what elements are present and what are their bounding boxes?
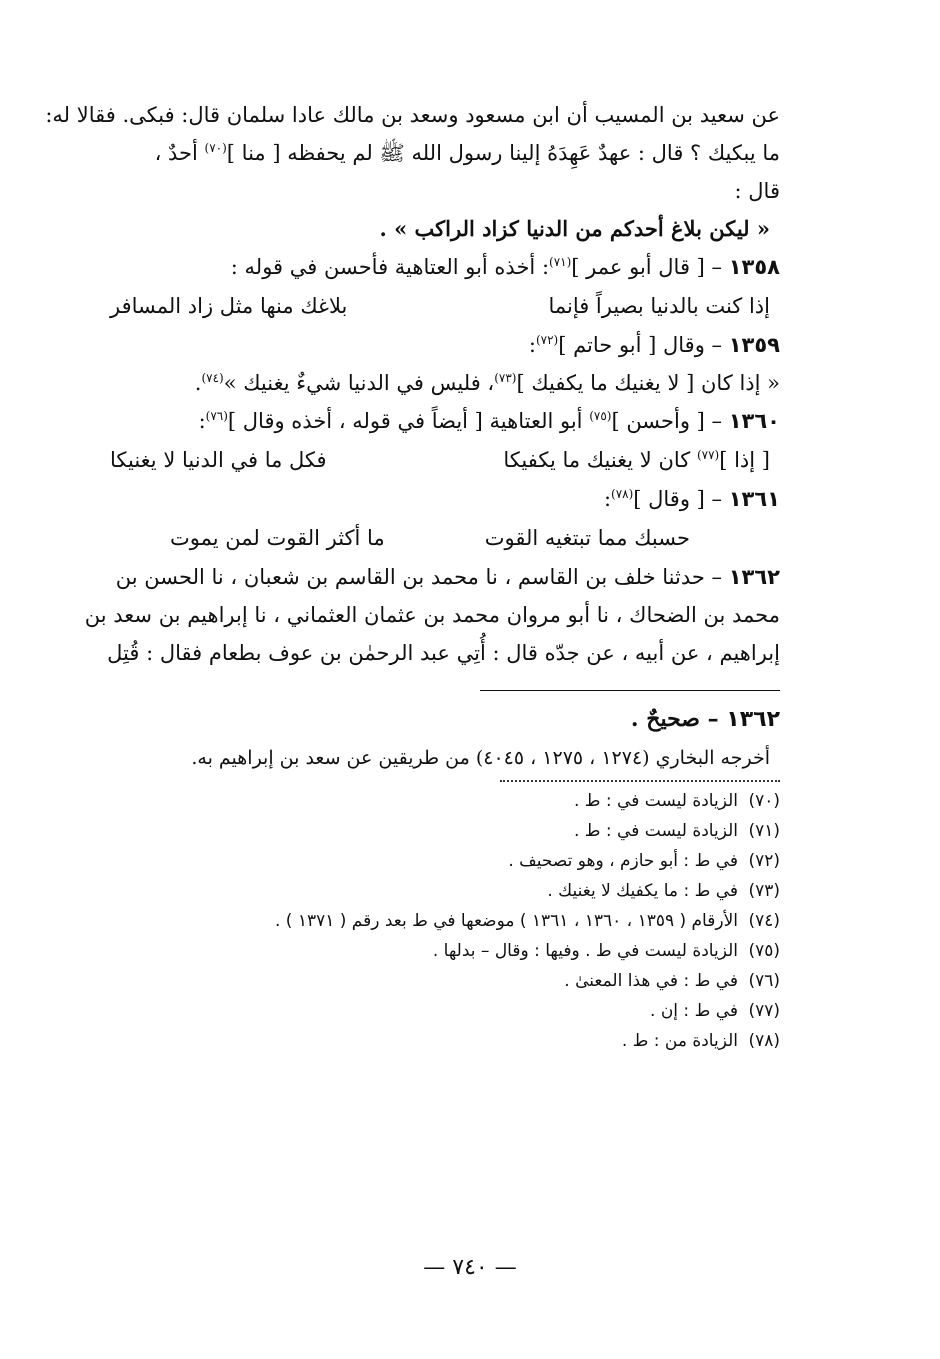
footnote-number: (٧٠) [748, 791, 780, 811]
footnote-text: في ط : إن . [650, 1001, 738, 1021]
verse [80, 286, 780, 326]
hadith-quote: « ليكن بلاغ أحدكم من الدنيا كزاد الراكب » . [379, 216, 770, 241]
footnote-number: (٧٤) [748, 911, 780, 931]
verse-hemistich: إذا كنت بالدنيا بصيراً فإنما [548, 294, 770, 318]
footnote-ref[interactable]: (٧٦) [205, 409, 228, 423]
footnote-text: الأرقام ( ١٣٥٩ ، ١٣٦٠ ، ١٣٦١ ) موضعها في ط بعد رقم ( ١٣٧١ ) . [274, 911, 738, 931]
footnote-number: (٧٥) [748, 941, 780, 961]
entry-number: ١٣٦١ [728, 487, 780, 511]
footnote [80, 936, 780, 966]
footnote-number: (٧٨) [748, 1031, 780, 1051]
footnote-ref[interactable]: (٧٢) [535, 333, 559, 347]
entry-1361: ١٣٦١ – [ وقال ]$^{(٧٨)}$: [603, 487, 780, 511]
footnote [80, 996, 780, 1026]
footnote-text: الزيادة ليست في : ط . [573, 791, 738, 811]
entry-number: ١٣٥٨ [728, 255, 780, 279]
footnote [80, 906, 780, 936]
text-line: ما يبكيك ؟ قال : عهدٌ عَهِدَهُ إلينا رسول الله ﷺ لم يحفظه [ منا ]$^{(٧٠)}$ أحدٌ ، [154, 141, 780, 165]
footnote-text: في ط : ما يكفيك لا يغنيك . [547, 881, 738, 901]
verse-hemistich: ما أكثر القوت لمن يموت [170, 526, 385, 550]
text-line: قال : [734, 179, 780, 203]
footnote-ref[interactable]: (٧٨) [611, 487, 634, 501]
dotted-divider [500, 780, 780, 782]
verse-hemistich: حسبك مما تبتغيه القوت [484, 526, 690, 550]
text-line: محمد بن الضحاك ، نا أبو مروان محمد بن عثمان العثماني ، نا إبراهيم بن سعد بن [84, 603, 780, 627]
footnote-number: (٧٢) [748, 851, 780, 871]
footnote-number: (٧٦) [748, 971, 780, 991]
entry-number: ١٣٦٢ [728, 565, 780, 589]
verse-hemistich: بلاغك منها مثل زاد المسافر [110, 294, 348, 318]
footnote-text: الزيادة ليست في : ط . [573, 821, 738, 841]
footnote-text: في ط : أبو حازم ، وهو تصحيف . [508, 851, 738, 871]
text-line: إبراهيم ، عن أبيه ، عن جدّه قال : أُتِي عبد الرحمٰن بن عوف بطعام فقال : قُتِل [107, 641, 780, 665]
entry-1360: ١٣٦٠ – [ وأحسن ]$^{(٧٥)}$ أبو العتاهية [ أيضاً في قوله ، أخذه وقال ]$^{(٧٦)}$: [198, 409, 780, 433]
verse [80, 440, 780, 480]
footnote-ref[interactable]: (٧٥) [589, 409, 612, 423]
entry-1359: ١٣٥٩ – وقال [ أبو حاتم ]$^{(٧٢)}$: [528, 333, 780, 357]
page-number: — ٧٤٠ — [423, 1255, 517, 1280]
entry-number: ١٣٦٠ [728, 409, 780, 433]
footnote-number: (٧١) [748, 821, 780, 841]
entry-1362: ١٣٦٢ – حدثنا خلف بن القاسم ، نا محمد بن القاسم بن شعبان ، نا الحسن بن [115, 565, 780, 589]
note-heading: ١٣٦٢ – صحيحٌ . [630, 706, 780, 732]
verse [80, 518, 780, 558]
text-line: عن سعيد بن المسيب أن ابن مسعود وسعد بن مالك عادا سلمان قال: فبكى. فقالا له: [45, 103, 780, 127]
note-body: أخرجه البخاري (١٢٧٤ ، ١٢٧٥ ، ٤٠٤٥) من طريقين عن سعد بن إبراهيم به. [191, 747, 770, 769]
footnote-text: في ط : في هذا المعنىٰ . [564, 971, 738, 991]
footnote-text: الزيادة ليست في ط . وفيها : وقال – بدلها . [432, 941, 738, 961]
footnote-ref[interactable]: (٧١) [549, 255, 572, 269]
footnote [80, 876, 780, 906]
footnote [80, 786, 780, 816]
verse-hemistich: فكل ما في الدنيا لا يغنيكا [110, 448, 327, 472]
footnotes-list [80, 786, 780, 1056]
verse-hemistich: [ إذا ]$^{(٧٧)}$ كان لا يغنيك ما يكفيكا [503, 448, 770, 472]
footnote-ref[interactable]: (٧٠) [204, 141, 227, 155]
footnote-ref[interactable]: (٧٧) [696, 448, 720, 462]
footnote-text: الزيادة من : ط . [621, 1031, 738, 1051]
footnote [80, 846, 780, 876]
quote-line: « إذا كان [ لا يغنيك ما يكفيك ]$^{(٧٣)}$، فليس في الدنيا شيءٌ يغنيك »$^{(٧٤)}$. [194, 371, 780, 395]
footnote [80, 966, 780, 996]
footnote [80, 1026, 780, 1056]
footnote-number: (٧٧) [748, 1001, 780, 1021]
page-content [45, 96, 780, 1056]
divider [480, 690, 780, 691]
footnote-number: (٧٣) [748, 881, 780, 901]
footnote-ref[interactable]: (٧٣) [494, 371, 517, 385]
entry-1358: ١٣٥٨ – [ قال أبو عمر ]$^{(٧١)}$: أخذه أبو العتاهية فأحسن في قوله : [230, 255, 780, 279]
footnote-ref[interactable]: (٧٤) [201, 371, 224, 385]
entry-number: ١٣٥٩ [728, 333, 780, 357]
footnote [80, 816, 780, 846]
